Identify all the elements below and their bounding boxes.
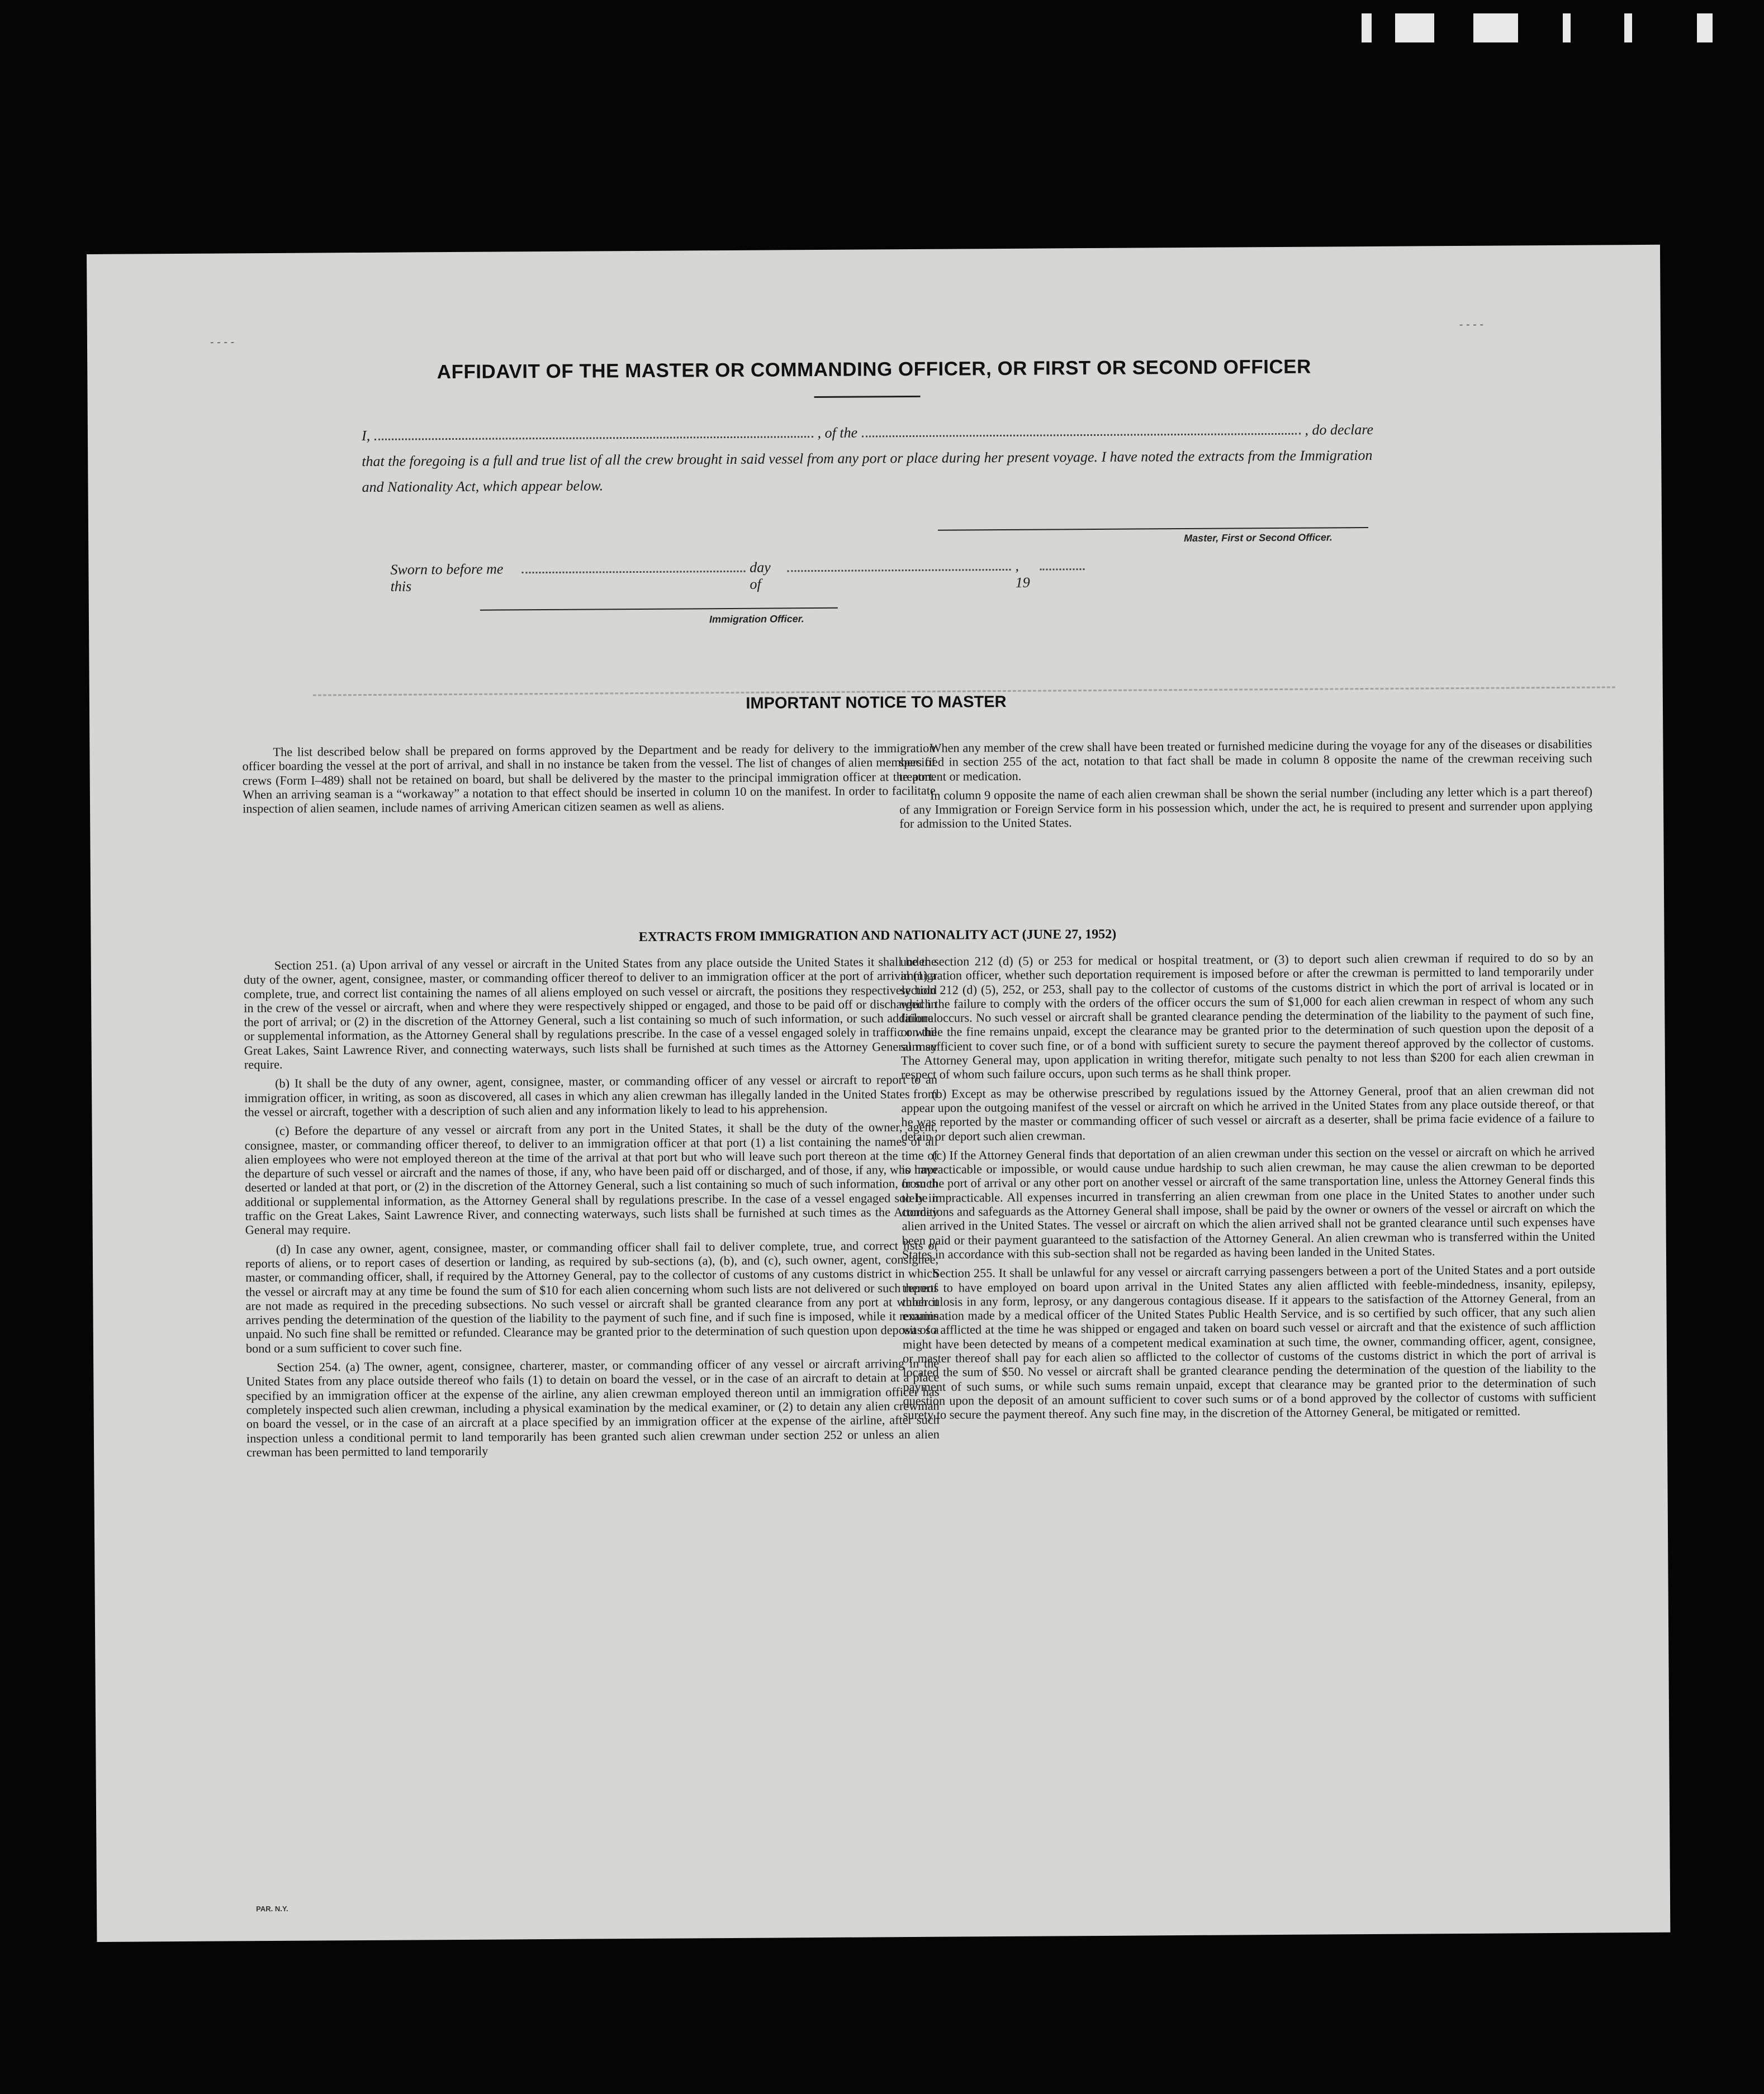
of-the-label: , of the xyxy=(817,424,858,441)
declaration xyxy=(362,417,1374,500)
name-blank[interactable] xyxy=(374,435,813,440)
film-mark xyxy=(1362,13,1372,42)
act-section: (c) If the Attorney General finds that deportation of an alien crewman under this section on the vessel or aircraft on which he arrived is impracticable or impossible, or would cause undue hardship to such alien crewman, he may cause the alien crewman to be deported from the port of arrival or any other port on another vessel or aircraft of the same transportation line, unless the Attorney General finds this to be impracticable. All expenses incurred in transferring an alien crewman from one place in the United States to another under such conditions and safeguards as the Attorney General shall impose, shall be paid by the owner or owners of the vessel or aircraft on which the alien arrived in the United States. The vessel or aircraft on which the alien arrived shall not be granted clearance until such expenses have been paid or their payment guaranteed to the satisfaction of the Attorney General. An alien crewman who is transferred within the United States in accordance with this sub-section shall not be regarded as having been landed in the United States. xyxy=(901,1144,1595,1262)
sworn-label: Sworn to before me this xyxy=(390,561,504,595)
affidavit-title: AFFIDAVIT OF THE MASTER OR COMMANDING OFFICER, OR FIRST OR SECOND OFFICER xyxy=(437,355,1311,383)
act-section: Section 255. It shall be unlawful for any vessel or aircraft carrying passengers between a port of the United States and a port outside thereof to have employed on board upon arrival in the United States any alien afflicted with feeble-mindedness, insanity, epilepsy, tuberculosis in any form, leprosy, or any dangerous contagious disease. If it appears to the satisfaction of the Attorney General, from an examination made by a medical officer of the United States Public Health Service, and is so certified by such officer, that any such alien was so afflicted at the time he was shipped or engaged and taken on board such vessel or aircraft and that the existence of such affliction might have been detected by means of a competent medical examination at such time, the owner, commanding officer, agent, consignee, or master thereof shall pay for each alien so afflicted to the collector of customs of the customs district in which the port of arrival is located the sum of $50. No vessel or aircraft shall be granted clearance pending the determination of the question of the liability to the payment of such sums, or while such sums remain unpaid, except that clearance may be granted prior to the determination of such question upon the deposit of an amount sufficient to cover such sums or of a bond approved by the collector of customs with sufficient surety to secure the payment thereof. Any such fine may, in the discretion of the Attorney General, be mitigated or remitted. xyxy=(902,1262,1596,1422)
day-of-label: day of xyxy=(750,559,771,592)
title-rule xyxy=(814,396,921,398)
punch-marks: - - - - xyxy=(1459,318,1484,331)
declaration-text: that the foregoing is a full and true list of all the crew brought in said vessel from any port or place during her present voyage. I have noted the extracts from the Immigration and Nationality Act, which appear below. xyxy=(362,447,1373,495)
extracts-right-column xyxy=(900,951,1596,1427)
notice-paragraph: The list described below shall be prepared on forms approved by the Department and be ready for delivery to the immigration officer boarding the vessel at the port of arrival, and shall in no instance be taken from the vessel. The list of changes of alien members of crews (Form I–489) shall not be retained on board, but shall be delivered by the master to the principal immigration officer at the port. When an arriving seaman is a “workaway” a notation to that effect should be inserted in column 10 on the manifest. In order to facilitate inspection of alien seamen, include names of arriving American citizen seamen as well as aliens. xyxy=(242,740,936,816)
notice-title: IMPORTANT NOTICE TO MASTER xyxy=(746,692,1007,713)
vessel-blank[interactable] xyxy=(862,433,1300,438)
act-section: (b) Except as may be otherwise prescribed by regulations issued by the Attorney General, proof that an alien crewman did not appear upon the outgoing manifest of the vessel or aircraft on which he arrived in the United States from any place outside thereof, or that he was reported by the master or commanding officer of such vessel or aircraft as a deserter, shall be prima facie evidence of a failure to detain or deport such alien crewman. xyxy=(901,1082,1595,1143)
act-section: (b) It shall be the duty of any owner, agent, consignee, master, or commanding officer of any vessel or aircraft to report to an immigration officer, in writing, as soon as discovered, all cases in which any alien crewman has illegally landed in the United States from the vessel or aircraft, together with a description of such alien and any information likely to lead to his apprehension. xyxy=(244,1072,938,1119)
act-section: (c) Before the departure of any vessel or aircraft from any port in the United States, it shall be the duty of the owner, agent, consignee, master, or commanding officer thereof, to deliver to an immigration officer at that port (1) a list containing the names of all alien employees who were not employed thereon at the time of the arrival at that port but who will leave such port thereon at the time of the departure of such vessel or aircraft and the names of those, if any, who have been paid off or discharged, and of those, if any, who have deserted or landed at that port, or (2) in the discretion of the Attorney General, such a list containing so much of such information, or such additional or supplemental information, as the Attorney General shall by regulations prescribe. In the case of a vessel engaged solely in traffic on the Great Lakes, Saint Lawrence River, and connecting waterways, such lists shall be furnished at such times as the Attorney General may require. xyxy=(244,1119,938,1237)
immigration-officer-caption: Immigration Officer. xyxy=(709,613,804,625)
notice-right-column xyxy=(899,737,1592,836)
film-frame-marks xyxy=(1362,13,1742,47)
sworn-day-blank[interactable] xyxy=(521,570,745,573)
notice-paragraph: When any member of the crew shall have been treated or furnished medicine during the voyage for any of the diseases or disabilities specified in section 255 of the act, notation to that fact shall be made in column 8 opposite the name of the crewman receiving such treatment or medication. xyxy=(899,737,1592,784)
do-declare-label: , do declare xyxy=(1305,421,1374,438)
sworn-month-blank[interactable] xyxy=(788,568,1011,572)
notice-paragraph: In column 9 opposite the name of each alien crewman shall be shown the serial number (including any letter which is a part thereof) of any Immigration or Foreign Service form in his possession which, under the act, he is required to present and surrender upon applying for admission to the United States. xyxy=(899,784,1593,831)
sworn-year-blank[interactable] xyxy=(1040,568,1084,570)
film-mark xyxy=(1697,13,1713,42)
master-signature-caption: Master, First or Second Officer. xyxy=(1184,531,1333,544)
film-mark xyxy=(1563,13,1571,42)
extracts-left-column xyxy=(244,955,940,1465)
document-page xyxy=(87,245,1670,1942)
printer-mark: PAR. N.Y. xyxy=(256,1904,288,1913)
film-mark xyxy=(1395,13,1434,42)
act-section: Section 254. (a) The owner, agent, consignee, charterer, master, or commanding officer of any vessel or aircraft arriving in the United States from any place outside thereof who fails (1) to detain on board the vessel, or in the case of an aircraft to detain at a place specified by an immigration officer at the expense of the airline, any alien crewman employed thereon until an immigration officer has completely inspected such alien crewman, including a physical examination by the medical examiner, or (2) to detain any alien crewman on board the vessel, or in the case of an aircraft at a place specified by an immigration officer at the expense of the airline, after such inspection unless a conditional permit to land temporarily has been granted such alien crewman under section 252 or unless an alien crewman has been permitted to land temporarily xyxy=(246,1356,940,1460)
act-section: Section 251. (a) Upon arrival of any vessel or aircraft in the United States from any place outside the United States it shall be the duty of the owner, agent, consignee, master, or commanding officer thereof to deliver to an immigration officer at the port of arrival (1) a complete, true, and correct list containing the names of all aliens employed on such vessel or aircraft, the positions they respectively hold in the crew of the vessel or aircraft, when and where they were respectively shipped or engaged, and those to be paid off or discharged in the port of arrival; or (2) in the discretion of the Attorney General, such a list containing so much of such information, or such additional or supplemental information, as the Attorney General shall by regulations prescribe. In the case of a vessel engaged solely in traffic on the Great Lakes, Saint Lawrence River, and connecting waterways, such lists shall be furnished at such times as the Attorney General may require. xyxy=(243,954,937,1072)
master-signature-line[interactable] xyxy=(938,527,1368,531)
sworn-line xyxy=(390,557,1089,595)
immigration-officer-signature-line[interactable] xyxy=(480,607,838,611)
i-label: I, xyxy=(361,427,371,444)
act-section: under section 212 (d) (5) or 253 for medical or hospital treatment, or (3) to deport such alien crewman if required to do so by an immigration officer, whether such deportation requirement is imposed before or after the crewman is permitted to land temporarily under section 212 (d) (5), 252, or 253, shall pay to the collector of customs of the customs district in which the port of arrival is located or in which the failure to comply with the orders of the officer occurs the sum of $1,000 for each alien crewman in respect of whom any such failure occurs. No such vessel or aircraft shall be granted clearance pending the determination of the liability to the payment of such fine, or while the fine remains unpaid, except the clearance may be granted prior to the determination of such question upon the deposit of a sum sufficient to cover such fine, or of a bond with sufficient surety to secure the payment thereof approved by the collector of customs. The Attorney General may, upon application in writing therefor, mitigate such penalty to not less than $200 for each alien crewman in respect of whom such failure occurs, upon such terms as he shall think proper. xyxy=(900,950,1594,1082)
act-section: (d) In case any owner, agent, consignee, master, or commanding officer shall fail to deliver complete, true, and correct lists or reports of aliens, or to report cases of desertion or landing, as required by sub-sections (a), (b), and (c), such owner, agent, consignee, master, or commanding officer, shall, if required by the Attorney General, pay to the collector of customs of any customs district in which the vessel or aircraft may at any time be found the sum of $10 for each alien concerning whom such lists are not delivered or such reports are not made as required in the preceding subsections. No such vessel or aircraft shall be granted clearance from any port at which it arrives pending the determination of the question of the liability to the payment of such fine, and if such fine is imposed, while it remains unpaid. No such fine shall be remitted or refunded. Clearance may be granted prior to the determination of such question upon deposit of a bond or a sum sufficient to cover such fine. xyxy=(245,1238,939,1356)
film-mark xyxy=(1624,13,1632,42)
punch-marks: - - - - xyxy=(210,336,235,349)
film-mark xyxy=(1473,13,1518,42)
year-label: , 19 xyxy=(1015,557,1030,591)
extracts-title: EXTRACTS FROM IMMIGRATION AND NATIONALITY ACT (JUNE 27, 1952) xyxy=(638,927,1117,944)
notice-left-column xyxy=(242,741,936,821)
